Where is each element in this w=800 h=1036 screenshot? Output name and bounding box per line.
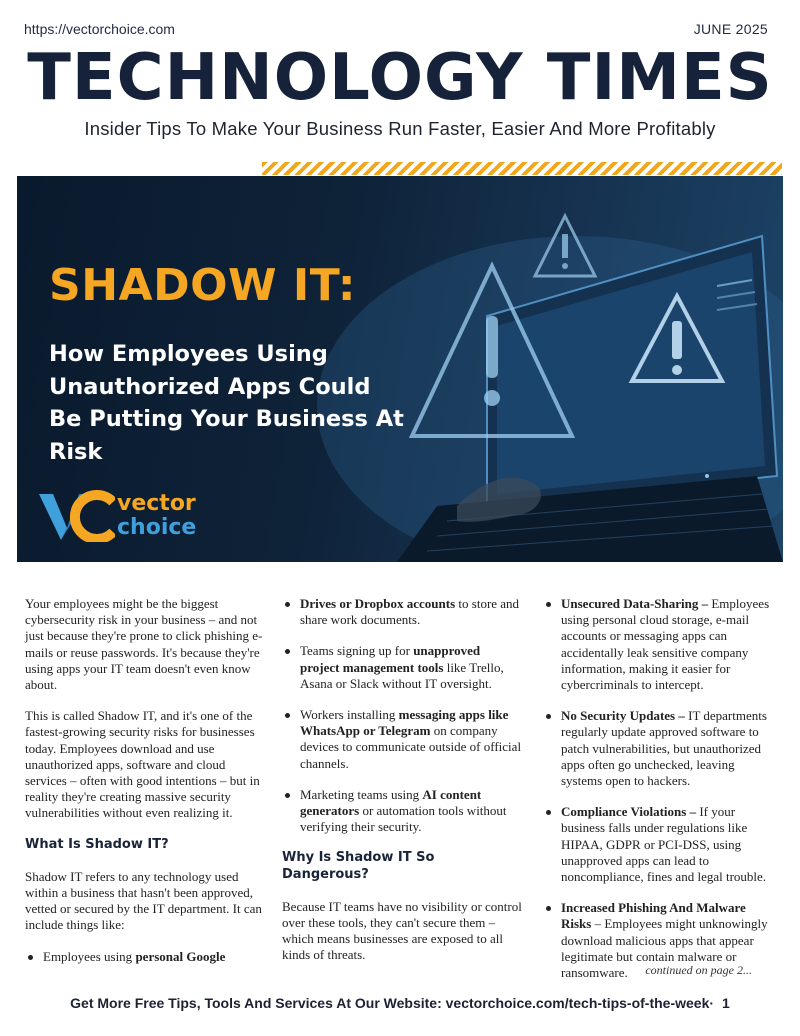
article-column-2 [282, 596, 522, 979]
list-item: Increased Phishing And Malware Risks – Employees might unknowingly download malicious apps that appear legitimate but contain malware or ransomware. [543, 900, 778, 981]
continued-note: continued on page 2... [645, 963, 752, 977]
header-url[interactable]: https://vectorchoice.com [24, 21, 175, 37]
logo-wordmark-choice: choice [117, 515, 197, 540]
bullet-list [25, 949, 263, 965]
hero-title: SHADOW IT: [49, 260, 356, 311]
list-item: Teams signing up for unapproved project management tools like Trello, Asana or Slack without IT oversight. [282, 643, 522, 692]
section-heading: What Is Shadow IT? [25, 836, 169, 852]
list-item: Unsecured Data-Sharing – Employees using personal cloud storage, e-mail accounts or messaging apps can accidentally leak sensitive company information, making it easier for cybercriminals to intercept. [543, 596, 778, 693]
footer-text[interactable]: Get More Free Tips, Tools And Services At Our Website: vectorchoice.com/tech-tips-of-the-week· [70, 995, 715, 1011]
article-column-1 [25, 596, 263, 980]
hazard-stripe-divider [262, 162, 782, 175]
list-item: Marketing teams using AI content generators or automation tools without verifying their security. [282, 787, 522, 836]
logo-wordmark-vector: vector [117, 491, 196, 516]
issue-date: JUNE 2025 [693, 21, 768, 37]
list-item: Workers installing messaging apps like WhatsApp or Telegram on company devices to communicate outside of official channels. [282, 707, 522, 772]
vc-logo-icon [39, 488, 115, 542]
section-heading: Why Is Shadow IT So Dangerous? [282, 850, 435, 882]
bullet-list [282, 596, 522, 835]
paragraph: Shadow IT refers to any technology used within a business that hasn't been approved, vetted or secured by the IT department. It can include things like: [25, 868, 262, 933]
masthead-tagline: Insider Tips To Make Your Business Run Faster, Easier And More Profitably [84, 118, 716, 139]
list-item: No Security Updates – IT departments regularly update approved software to patch vulnerabilities, but unauthorized apps often go unchecked, leaving systems open to hackers. [543, 708, 778, 789]
article-column-3 [543, 596, 778, 996]
list-item: Drives or Dropbox accounts to store and share work documents. [282, 596, 522, 628]
paragraph: Your employees might be the biggest cybersecurity risk in your business – and not just because they're prone to click phishing e-mails or reuse passwords. It's because they're using apps your IT team doesn't even know about. [25, 596, 263, 693]
hero-subtitle: How Employees Using Unauthorized Apps Could Be Putting Your Business At Risk [49, 341, 404, 465]
page-number: 1 [722, 995, 730, 1011]
brand-logo [39, 488, 239, 548]
paragraph: Because IT teams have no visibility or control over these tools, they can't secure them – which means businesses are exposed to all kinds of threats. [282, 898, 522, 963]
footer-bar [0, 995, 800, 1011]
bullet-list [543, 596, 778, 981]
list-item: Compliance Violations – If your business falls under regulations like HIPAA, GDPR or PCI-DSS, using unapproved apps can lead to noncompliance, fines and legal trouble. [543, 804, 778, 885]
paragraph: This is called Shadow IT, and it's one of the fastest-growing security risks for businesses today. Employees download and use unauthorized apps, software and cloud services – often with good intentions – but in reality they're creating massive security vulnerabilities without even realizing it. [25, 708, 260, 821]
hero-banner [17, 176, 783, 562]
list-item: Employees using personal Google [25, 949, 263, 965]
masthead-title: TECHNOLOGY TIMES [27, 41, 773, 115]
